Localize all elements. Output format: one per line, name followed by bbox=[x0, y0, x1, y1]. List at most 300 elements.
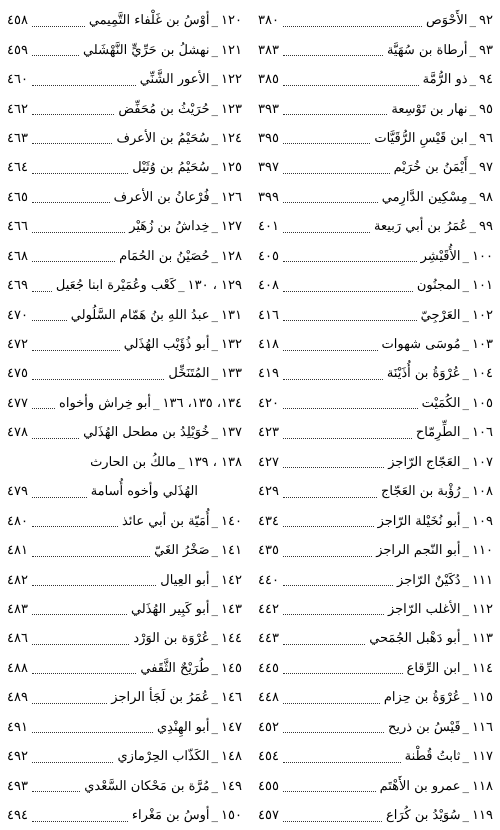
entry-number: ١٠٢ bbox=[472, 307, 493, 323]
entry-number: ١٣٢ bbox=[221, 337, 242, 353]
entry-page-number: ٤٨٢ bbox=[7, 572, 28, 588]
entry-dash: _ bbox=[469, 130, 477, 146]
leader-dots bbox=[32, 260, 115, 262]
entry-page-number: ٤٥٥ bbox=[258, 778, 279, 794]
index-entry bbox=[258, 183, 493, 212]
entry-number: ١٢٩ ، ١٣٠ bbox=[187, 278, 242, 294]
leader-dots bbox=[32, 25, 85, 27]
index-entry bbox=[7, 565, 242, 594]
entry-dash: _ bbox=[211, 72, 219, 88]
entry-title: حُرَيْثُ بن مُحَفِّض bbox=[118, 101, 210, 117]
entry-page-number: ٤٨٨ bbox=[7, 660, 28, 676]
index-entry bbox=[7, 389, 242, 418]
entry-dash: _ bbox=[211, 601, 219, 617]
entry-page-number: ٤٧٩ bbox=[7, 484, 28, 500]
leader-dots bbox=[283, 525, 374, 527]
entry-page-number: ٤٤٥ bbox=[258, 660, 279, 676]
index-entry bbox=[7, 801, 242, 830]
entry-number: ١٢٨ bbox=[221, 248, 242, 264]
entry-title: أبو ذُؤَيْب الهُذَلي bbox=[123, 337, 210, 353]
entry-page-number: ٤٣٤ bbox=[258, 513, 279, 529]
index-entry bbox=[7, 506, 242, 535]
entry-page-number: ٤٩٤ bbox=[7, 808, 28, 824]
leader-dots bbox=[32, 113, 114, 115]
entry-page-number: ٤٥٧ bbox=[258, 808, 279, 824]
entry-title: مُوسَى شهوات bbox=[381, 337, 461, 353]
entry-title: ابن الرِّقاع bbox=[406, 660, 461, 676]
leader-dots bbox=[283, 260, 417, 262]
entry-dash: _ bbox=[211, 572, 219, 588]
entry-page-number: ٤٦٩ bbox=[7, 278, 28, 294]
entry-page-number: ٤٠١ bbox=[258, 219, 279, 235]
entry-title: عبدُ اللهِ بنُ هَمّام السَّلُولي bbox=[70, 307, 210, 323]
leader-dots bbox=[32, 731, 153, 733]
entry-number: ٩٨ bbox=[479, 189, 493, 205]
entry-title: ذو الرُّمَّة bbox=[422, 72, 468, 88]
entry-title: ابن قَيْسِ الرُّقَيَّات bbox=[374, 130, 468, 146]
entry-dash: _ bbox=[462, 366, 470, 382]
entry-page-number: ٤٢٣ bbox=[258, 425, 279, 441]
entry-page-number: ٤٨٠ bbox=[7, 513, 28, 529]
index-entry bbox=[7, 477, 242, 506]
index-entry bbox=[7, 330, 242, 359]
entry-dash: _ bbox=[462, 719, 470, 735]
entry-dash: _ bbox=[211, 631, 219, 647]
index-entry bbox=[7, 124, 242, 153]
entry-dash: _ bbox=[462, 808, 470, 824]
index-entry bbox=[7, 153, 242, 182]
entry-title: نهشلُ بن حَرِّيٍّ النَّهْشَلي bbox=[82, 42, 210, 58]
entry-dash: _ bbox=[469, 189, 477, 205]
entry-page-number: ٤٢٩ bbox=[258, 484, 279, 500]
entry-dash: _ bbox=[469, 13, 477, 29]
entry-page-number: ٤٥٩ bbox=[7, 42, 28, 58]
entry-title: فُرْعانُ بن الأعرف bbox=[113, 189, 210, 205]
leader-dots bbox=[32, 290, 52, 292]
entry-title: أبو خِراش وأخواه bbox=[59, 395, 151, 411]
index-entry bbox=[258, 6, 493, 35]
leader-dots bbox=[283, 319, 417, 321]
entry-number: ١٤١ bbox=[221, 543, 242, 559]
leader-dots bbox=[283, 378, 383, 380]
entry-number: ١٠٠ bbox=[472, 248, 493, 264]
leader-dots bbox=[283, 672, 403, 674]
entry-title: أبو دَهْبل الجُمَحي bbox=[369, 631, 461, 647]
index-entry bbox=[7, 536, 242, 565]
entry-number: ١٠٦ bbox=[472, 425, 493, 441]
index-column-right bbox=[258, 6, 493, 830]
index-entry bbox=[7, 713, 242, 742]
leader-dots bbox=[32, 172, 128, 174]
entry-dash: _ bbox=[462, 248, 470, 264]
entry-dash: _ bbox=[211, 42, 219, 58]
index-entry bbox=[7, 418, 242, 447]
entry-page-number: ٤٤٠ bbox=[258, 572, 279, 588]
entry-number: ١٠٣ bbox=[472, 337, 493, 353]
index-entry bbox=[7, 65, 242, 94]
entry-title: أبو النّجم الراجز bbox=[376, 543, 461, 559]
entry-page-number: ٤٩١ bbox=[7, 719, 28, 735]
leader-dots bbox=[283, 113, 387, 115]
leader-dots bbox=[283, 555, 372, 557]
entry-title: الأعور الشَّنِّي bbox=[139, 72, 210, 88]
leader-dots bbox=[283, 407, 418, 409]
entry-title: رُؤْبة بن العَجّاج bbox=[381, 484, 461, 500]
leader-dots bbox=[283, 731, 384, 733]
entry-number: ١٤٢ bbox=[221, 572, 242, 588]
entry-dash: _ bbox=[211, 337, 219, 353]
index-entry bbox=[7, 212, 242, 241]
entry-dash: _ bbox=[469, 72, 477, 88]
entry-number: ١١٣ bbox=[472, 631, 493, 647]
entry-page-number: ٣٩٥ bbox=[258, 130, 279, 146]
entry-page-number: ٤٠٥ bbox=[258, 248, 279, 264]
leader-dots bbox=[32, 496, 87, 498]
entry-title: الأُقَيْشِر bbox=[420, 248, 461, 264]
index-entry bbox=[7, 654, 242, 683]
entry-dash: _ bbox=[462, 513, 470, 529]
entry-title: الكُمَيْت bbox=[421, 395, 461, 411]
index-entry bbox=[7, 35, 242, 64]
entry-dash: _ bbox=[211, 248, 219, 264]
entry-number: ١٤٦ bbox=[221, 690, 242, 706]
entry-dash: _ bbox=[211, 425, 219, 441]
entry-page-number: ٤٧٠ bbox=[7, 307, 28, 323]
leader-dots bbox=[32, 525, 118, 527]
entry-title: عُمَرُ بن أبي رَبيعة bbox=[374, 219, 468, 235]
entry-page-number: ٤٤٨ bbox=[258, 690, 279, 706]
entry-number: ١٤٥ bbox=[221, 660, 242, 676]
entry-page-number: ٤٨٣ bbox=[7, 601, 28, 617]
entry-page-number: ٣٨٥ bbox=[258, 72, 279, 88]
entry-number: ١٥٠ bbox=[221, 808, 242, 824]
entry-title: عُرْوَةُ بن حِزام bbox=[383, 690, 461, 706]
entry-dash: _ bbox=[211, 189, 219, 205]
entry-number: ١٢٢ bbox=[221, 72, 242, 88]
entry-dash: _ bbox=[462, 572, 470, 588]
entry-dash: _ bbox=[462, 601, 470, 617]
index-entry bbox=[7, 183, 242, 212]
entry-title: عُرْوَةُ بن أُذَيْنَة bbox=[386, 366, 461, 382]
entry-title: كَعْب وعُمَيْرة ابنا جُعَيل bbox=[55, 278, 177, 294]
index-entry bbox=[258, 801, 493, 830]
leader-dots bbox=[32, 231, 125, 233]
leader-dots bbox=[32, 584, 156, 586]
index-entry bbox=[258, 418, 493, 447]
leader-dots bbox=[283, 584, 393, 586]
index-entry bbox=[258, 771, 493, 800]
leader-dots bbox=[32, 702, 107, 704]
entry-dash: _ bbox=[211, 160, 219, 176]
entry-number: ١٤٨ bbox=[221, 749, 242, 765]
entry-dash: _ bbox=[211, 808, 219, 824]
entry-dash: _ bbox=[211, 101, 219, 117]
leader-dots bbox=[32, 761, 114, 763]
leader-dots bbox=[283, 790, 376, 792]
entry-dash: _ bbox=[211, 130, 219, 146]
entry-page-number: ٤٦٠ bbox=[7, 72, 28, 88]
entry-dash: _ bbox=[211, 660, 219, 676]
leader-dots bbox=[32, 790, 80, 792]
entry-dash: _ bbox=[462, 454, 470, 470]
entry-number: ١٣٣ bbox=[221, 366, 242, 382]
entry-dash: _ bbox=[469, 42, 477, 58]
index-entry bbox=[258, 94, 493, 123]
entry-page-number: ٤٤٢ bbox=[258, 601, 279, 617]
entry-dash: _ bbox=[211, 13, 219, 29]
leader-dots bbox=[283, 702, 380, 704]
entry-dash: _ bbox=[211, 543, 219, 559]
leader-dots bbox=[32, 349, 120, 351]
entry-dash: _ bbox=[462, 395, 470, 411]
entry-number: ٩٦ bbox=[479, 130, 493, 146]
entry-page-number: ٣٩٧ bbox=[258, 160, 279, 176]
index-entry bbox=[7, 94, 242, 123]
index-entry bbox=[258, 536, 493, 565]
entry-number: ١٢٠ bbox=[221, 13, 242, 29]
leader-dots bbox=[283, 231, 370, 233]
entry-title: العَجّاج الرّاجز bbox=[388, 454, 461, 470]
entry-number: ١٤٧ bbox=[221, 719, 242, 735]
entry-number: ١١٢ bbox=[472, 601, 493, 617]
leader-dots bbox=[283, 201, 378, 203]
entry-title: دُكَيْنٌ الرّاجز bbox=[397, 572, 461, 588]
entry-title: المُتَنَخِّل bbox=[168, 366, 210, 382]
entry-dash: _ bbox=[469, 101, 477, 117]
entry-number: ٩٧ bbox=[479, 160, 493, 176]
entry-dash: _ bbox=[211, 219, 219, 235]
entry-number: ١٠٧ bbox=[472, 454, 493, 470]
entry-dash: _ bbox=[211, 719, 219, 735]
entry-dash: _ bbox=[152, 395, 160, 411]
index-entry bbox=[258, 713, 493, 742]
entry-title: أوسُ بن مَغْراء bbox=[131, 808, 210, 824]
entry-dash: _ bbox=[462, 278, 470, 294]
index-entry bbox=[258, 595, 493, 624]
entry-title: الهُذَلي وأخوه أُسامة bbox=[90, 484, 198, 500]
entry-number: ١٣٤، ١٣٥، ١٣٦ bbox=[162, 395, 242, 411]
entry-dash: _ bbox=[178, 278, 185, 294]
leader-dots bbox=[283, 172, 390, 174]
entry-title: سُحَيْمُ بن وُثَيْل bbox=[132, 160, 210, 176]
entry-dash: _ bbox=[462, 543, 470, 559]
leader-dots bbox=[283, 761, 401, 763]
entry-page-number: ٤٥٨ bbox=[7, 13, 28, 29]
entry-title: الكَذّاب الحِرْمازي bbox=[117, 749, 210, 765]
entry-dash: _ bbox=[211, 307, 219, 323]
index-entry bbox=[7, 683, 242, 712]
entry-number: ١٠١ bbox=[472, 278, 493, 294]
entry-number: ١٢٥ bbox=[221, 160, 242, 176]
entry-number: ٩٩ bbox=[479, 219, 493, 235]
entry-title: طُرَيْحٌ الثَّقَفي bbox=[140, 660, 210, 676]
entry-dash: _ bbox=[211, 690, 219, 706]
entry-page-number: ٤٥٢ bbox=[258, 719, 279, 735]
entry-title: الأَحْوَص bbox=[426, 13, 468, 29]
index-entry bbox=[258, 271, 493, 300]
entry-page-number: ٤١٨ bbox=[258, 337, 279, 353]
entry-page-number: ٤٤٣ bbox=[258, 631, 279, 647]
entry-page-number: ٣٨٣ bbox=[258, 42, 279, 58]
index-entry bbox=[258, 624, 493, 653]
entry-page-number: ٤٧٢ bbox=[7, 337, 28, 353]
entry-title: حُصَيْنُ بن الحُمَام bbox=[119, 248, 210, 264]
leader-dots bbox=[32, 643, 129, 645]
entry-dash: _ bbox=[462, 337, 470, 353]
entry-dash: _ bbox=[469, 219, 477, 235]
leader-dots bbox=[32, 54, 79, 56]
entry-page-number: ٣٩٣ bbox=[258, 101, 279, 117]
entry-number: ٩٤ bbox=[479, 72, 493, 88]
entry-title: سُوَيْدُ بن كُرَاع bbox=[385, 808, 461, 824]
index-entry bbox=[258, 565, 493, 594]
leader-dots bbox=[283, 613, 384, 615]
entry-page-number: ٤١٦ bbox=[258, 307, 279, 323]
leader-dots bbox=[32, 319, 67, 321]
entry-title: نهار بن تَوْسِعة bbox=[391, 101, 468, 117]
leader-dots bbox=[283, 142, 370, 144]
entry-title: عُمَرُ بن لَجَأ الراجز bbox=[111, 690, 210, 706]
entry-page-number: ٤٣٥ bbox=[258, 543, 279, 559]
index-entry bbox=[258, 35, 493, 64]
entry-number: ١٠٤ bbox=[472, 366, 493, 382]
index-entry bbox=[258, 448, 493, 477]
leader-dots bbox=[32, 142, 113, 144]
index-entry bbox=[258, 683, 493, 712]
index-entry bbox=[258, 506, 493, 535]
entry-title: العَرْجِيّ bbox=[420, 307, 461, 323]
entry-page-number: ٤٨٩ bbox=[7, 690, 28, 706]
leader-dots bbox=[32, 820, 128, 822]
entry-title: خُوَيْلِدُ بن مطحل الهُذَلي bbox=[83, 425, 210, 441]
entry-number: ١٣١ bbox=[221, 307, 242, 323]
index-entry bbox=[258, 359, 493, 388]
entry-title: أبو الهِنْدِي bbox=[156, 719, 210, 735]
entry-title: مُرَّة بن مَحْكان السَّعْدي bbox=[84, 778, 210, 794]
entry-number: ١٠٥ bbox=[472, 395, 493, 411]
leader-dots bbox=[32, 555, 150, 557]
entry-title: صَخْرُ الغَيّ bbox=[154, 543, 210, 559]
entry-number: ١١٤ bbox=[472, 660, 493, 676]
entry-title: خِداشُ بن زُهَيْر bbox=[129, 219, 210, 235]
leader-dots bbox=[283, 25, 422, 27]
entry-page-number: ٤٩٢ bbox=[7, 749, 28, 765]
entry-page-number: ٤٦٣ bbox=[7, 130, 28, 146]
index-entry bbox=[258, 477, 493, 506]
index-entry bbox=[7, 300, 242, 329]
entry-number: ١٤٣ bbox=[221, 601, 242, 617]
leader-dots bbox=[283, 496, 377, 498]
entry-title: أوْسُ بن غَلْفاء التَّمِيمي bbox=[88, 13, 210, 29]
entry-number: ١٢٤ bbox=[221, 130, 242, 146]
index-entry bbox=[258, 389, 493, 418]
entry-number: ١٤٠ bbox=[221, 513, 242, 529]
leader-dots bbox=[32, 437, 79, 439]
entry-title: أبو العِيال bbox=[160, 572, 210, 588]
index-entry bbox=[258, 330, 493, 359]
entry-number: ٩٢ bbox=[479, 13, 493, 29]
entry-page-number: ٤٠٨ bbox=[258, 278, 279, 294]
entry-page-number: ٤٧٨ bbox=[7, 425, 28, 441]
index-entry bbox=[7, 742, 242, 771]
entry-dash: _ bbox=[462, 631, 470, 647]
entry-dash: _ bbox=[462, 660, 470, 676]
index-entry bbox=[258, 300, 493, 329]
entry-number: ١١٥ bbox=[472, 690, 493, 706]
entry-page-number: ٤٦٨ bbox=[7, 248, 28, 264]
leader-dots bbox=[32, 407, 55, 409]
entry-number: ١٢١ bbox=[221, 42, 242, 58]
entry-dash: _ bbox=[211, 778, 219, 794]
entry-dash: _ bbox=[211, 366, 219, 382]
entry-page-number: ٤٩٣ bbox=[7, 778, 28, 794]
entry-title: الطِّرِمّاح bbox=[415, 425, 461, 441]
entry-number: ١٤٩ bbox=[221, 778, 242, 794]
index-entry bbox=[258, 65, 493, 94]
leader-dots bbox=[283, 84, 419, 86]
entry-dash: _ bbox=[462, 425, 470, 441]
entry-title: عمرو بن الأَهْتَم bbox=[379, 778, 461, 794]
entry-title: أَيْمَنُ بن خُرَيْم bbox=[393, 160, 468, 176]
entry-number: ١١٠ bbox=[472, 543, 493, 559]
entry-page-number: ٤٦٦ bbox=[7, 219, 28, 235]
entry-number: ١٢٧ bbox=[221, 219, 242, 235]
entry-number: ١٢٦ bbox=[221, 189, 242, 205]
entry-number: ٩٥ bbox=[479, 101, 493, 117]
leader-dots bbox=[283, 466, 384, 468]
entry-title: مِسْكِين الدَّارِمي bbox=[381, 189, 468, 205]
entry-dash: _ bbox=[462, 484, 470, 500]
index-entry bbox=[7, 624, 242, 653]
entry-title: عُرْوَة بن الوَرْد bbox=[133, 631, 210, 647]
entry-dash: _ bbox=[462, 749, 470, 765]
entry-page-number: ٤٨١ bbox=[7, 543, 28, 559]
entry-number: ١٣٨ ، ١٣٩ bbox=[187, 454, 242, 470]
index-entry bbox=[258, 212, 493, 241]
entry-page-number: ٤٦٢ bbox=[7, 101, 28, 117]
index-entry bbox=[7, 448, 242, 477]
index-entry bbox=[7, 271, 242, 300]
index-entry bbox=[258, 654, 493, 683]
entry-title: سُحَيْمُ بن الأعرف bbox=[116, 130, 210, 146]
entry-title: أبو نُخَيْلة الرّاجز bbox=[377, 513, 461, 529]
leader-dots bbox=[283, 643, 365, 645]
index-entry bbox=[7, 359, 242, 388]
leader-dots bbox=[283, 54, 383, 56]
entry-title: المجنُون bbox=[416, 278, 461, 294]
entry-page-number: ٣٨٠ bbox=[258, 13, 279, 29]
index-entry bbox=[258, 242, 493, 271]
leader-dots bbox=[32, 84, 136, 86]
leader-dots bbox=[283, 820, 382, 822]
index-column-left bbox=[7, 6, 242, 830]
entry-number: ٩٣ bbox=[479, 42, 493, 58]
entry-dash: _ bbox=[462, 778, 470, 794]
leader-dots bbox=[32, 201, 110, 203]
entry-page-number: ٤٢٧ bbox=[258, 454, 279, 470]
entry-number: ١١١ bbox=[472, 572, 493, 588]
entry-dash: _ bbox=[211, 749, 219, 765]
entry-title: قَيْسُ بن ذريح bbox=[387, 719, 461, 735]
entry-title: ثابتُ قُطْنة bbox=[404, 749, 461, 765]
entry-number: ١١٦ bbox=[472, 719, 493, 735]
entry-page-number: ٤٦٥ bbox=[7, 189, 28, 205]
entry-number: ١٠٩ bbox=[472, 513, 493, 529]
entry-page-number: ٣٩٩ bbox=[258, 189, 279, 205]
entry-number: ١٠٨ bbox=[472, 484, 493, 500]
entry-dash: _ bbox=[469, 160, 477, 176]
entry-dash: _ bbox=[462, 307, 470, 323]
